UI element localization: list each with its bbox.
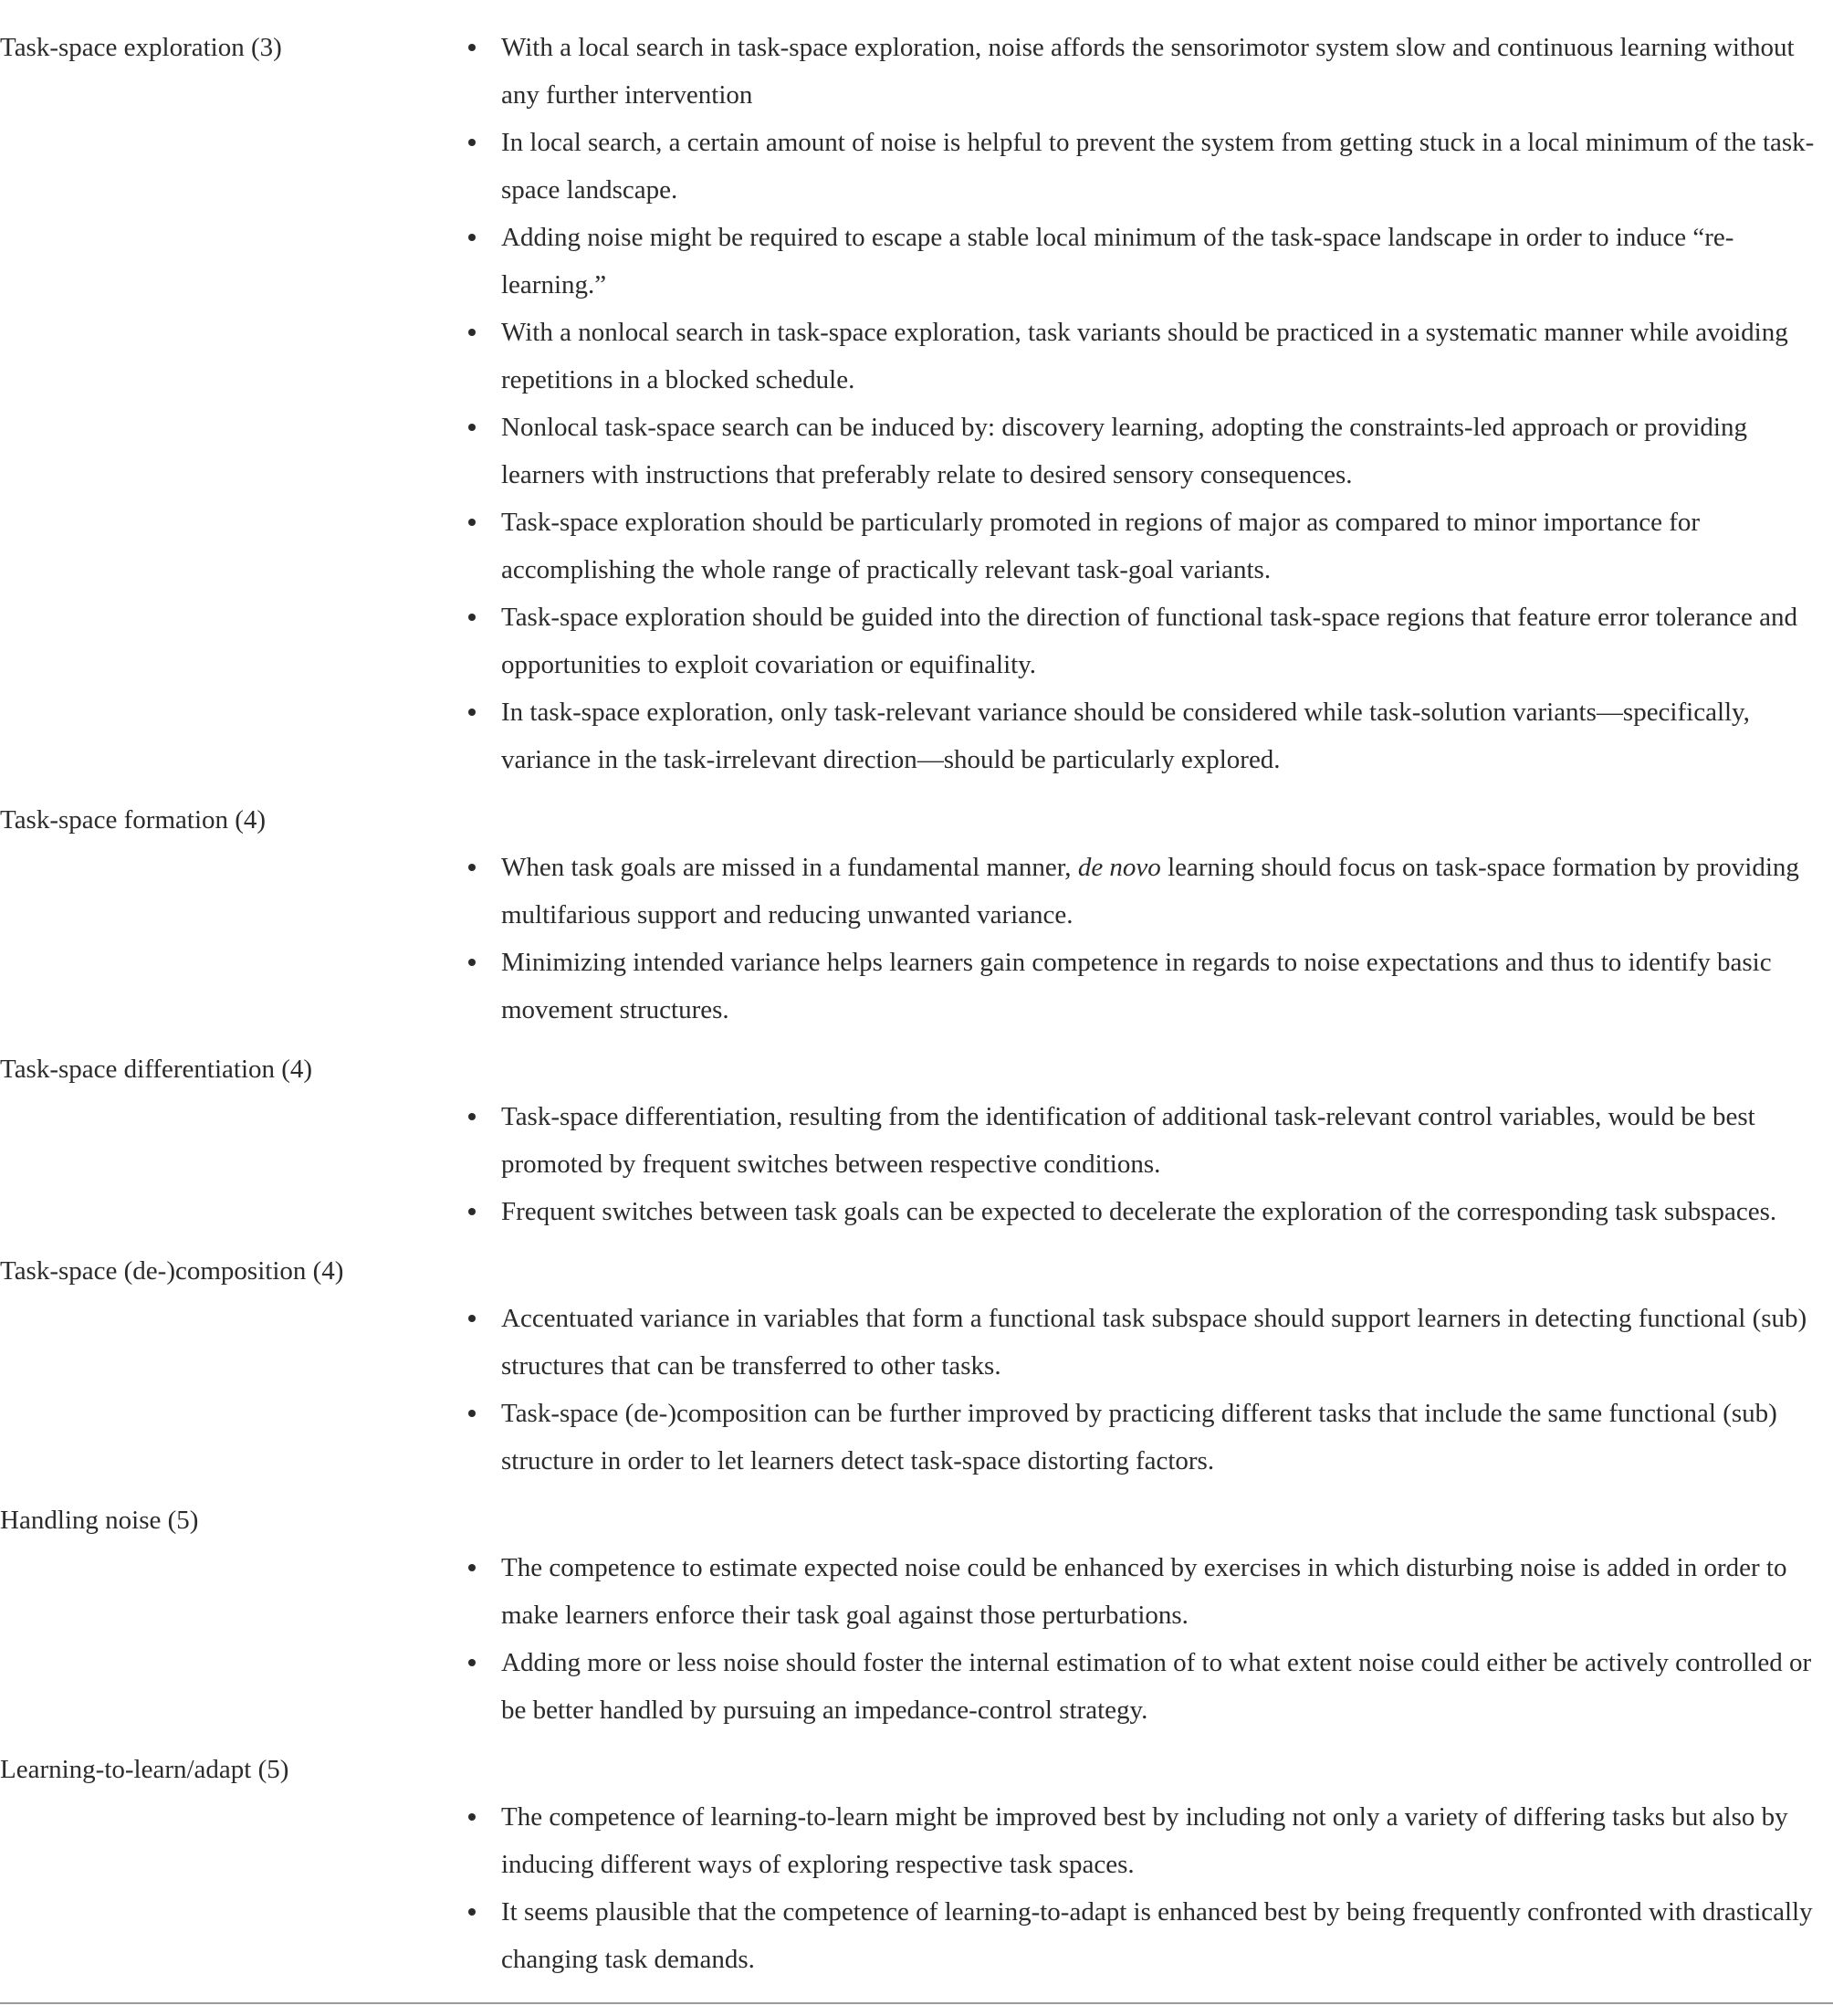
bullet-dot <box>468 139 476 146</box>
bullet-dot <box>468 1410 476 1417</box>
table-bottom-rule <box>0 2002 1833 2004</box>
bullet-text: Minimizing intended variance helps learners gain competence in regards to noise expectations and thus to identify basic movement structures. <box>501 948 1772 1024</box>
section-label: Task-space differentiation (4) <box>0 1055 313 1084</box>
bullet-dot <box>468 1564 476 1571</box>
bullet-dot <box>468 1315 476 1322</box>
bullet-dot <box>468 1208 476 1215</box>
bullet-dot <box>468 1113 476 1120</box>
section-label: Task-space (de-)composition (4) <box>0 1256 344 1286</box>
bullet-dot <box>468 864 476 871</box>
bullet-dot <box>468 234 476 241</box>
bullet-text: Adding noise might be required to escape a stable local minimum of the task-space landscape in order to induce “re-learning.” <box>501 223 1734 299</box>
bullet-dot <box>468 614 476 621</box>
bullet-dot <box>468 1659 476 1666</box>
bullet-dot <box>468 1813 476 1821</box>
bullet-dot <box>468 424 476 431</box>
bullet-text: The competence of learning-to-learn might be improved best by including not only a variety of differing tasks but also by inducing different ways of exploring respective task spaces. <box>501 1802 1788 1879</box>
section-label: Handling noise (5) <box>0 1506 199 1535</box>
bullet-text: With a local search in task-space exploration, noise affords the sensorimotor system slow and continuous learning without any further intervention <box>501 33 1795 110</box>
bullet-text: Frequent switches between task goals can be expected to decelerate the exploration of the corresponding task subspaces. <box>501 1197 1777 1226</box>
section-label: Task-space exploration (3) <box>0 33 282 62</box>
section-label: Task-space formation (4) <box>0 805 267 835</box>
bullet-dot <box>468 519 476 526</box>
bullet-dot <box>468 329 476 336</box>
bullet-text: With a nonlocal search in task-space exploration, task variants should be practiced in a systematic manner while avoiding repetitions in a blocked schedule. <box>501 318 1788 394</box>
bullet-dot <box>468 44 476 51</box>
bullet-dot <box>468 1908 476 1916</box>
bullet-text: Task-space exploration should be particularly promoted in regions of major as compared to minor importance for accomplishing the whole range of practically relevant task-goal variants. <box>501 508 1701 584</box>
bullet-text: In local search, a certain amount of noise is helpful to prevent the system from getting stuck in a local minimum of the task-space landscape. <box>501 128 1815 205</box>
bullet-text: In task-space exploration, only task-relevant variance should be considered while task-solution variants—specifically, variance in the task-irrelevant direction—should be particularly explored. <box>501 698 1750 774</box>
bullet-text: The competence to estimate expected noise could be enhanced by exercises in which disturbing noise is added in order to make learners enforce their task goal against those perturbations. <box>501 1553 1787 1630</box>
bullet-dot <box>468 709 476 716</box>
bullet-text: Nonlocal task-space search can be induced by: discovery learning, adopting the constraints-led approach or providing learners with instructions that preferably relate to desired sensory consequences. <box>501 413 1747 489</box>
bullet-text: Task-space (de-)composition can be further improved by practicing different tasks that include the same functional (sub) structure in order to let learners detect task-space distorting factors. <box>501 1399 1777 1475</box>
bullet-text: When task goals are missed in a fundamental manner, de novo learning should focus on task-space formation by providing multifarious support and reducing unwanted variance. <box>501 853 1799 929</box>
bullet-text: Accentuated variance in variables that form a functional task subspace should support learners in detecting functional (sub) structures that can be transferred to other tasks. <box>501 1304 1807 1381</box>
bullet-text: It seems plausible that the competence of learning-to-adapt is enhanced best by being frequently confronted with drastically changing task demands. <box>501 1897 1813 1974</box>
bullet-text: Task-space exploration should be guided into the direction of functional task-space regions that feature error tolerance and opportunities to exploit covariation or equifinality. <box>501 603 1798 679</box>
bullet-text: Task-space differentiation, resulting from the identification of additional task-relevant control variables, would be best promoted by frequent switches between respective conditions. <box>501 1102 1755 1179</box>
bullet-text: Adding more or less noise should foster the internal estimation of to what extent noise could either be actively controlled or be better handled by pursuing an impedance-control strategy. <box>501 1648 1812 1725</box>
section-label: Learning-to-learn/adapt (5) <box>0 1755 289 1784</box>
bullet-dot <box>468 959 476 966</box>
